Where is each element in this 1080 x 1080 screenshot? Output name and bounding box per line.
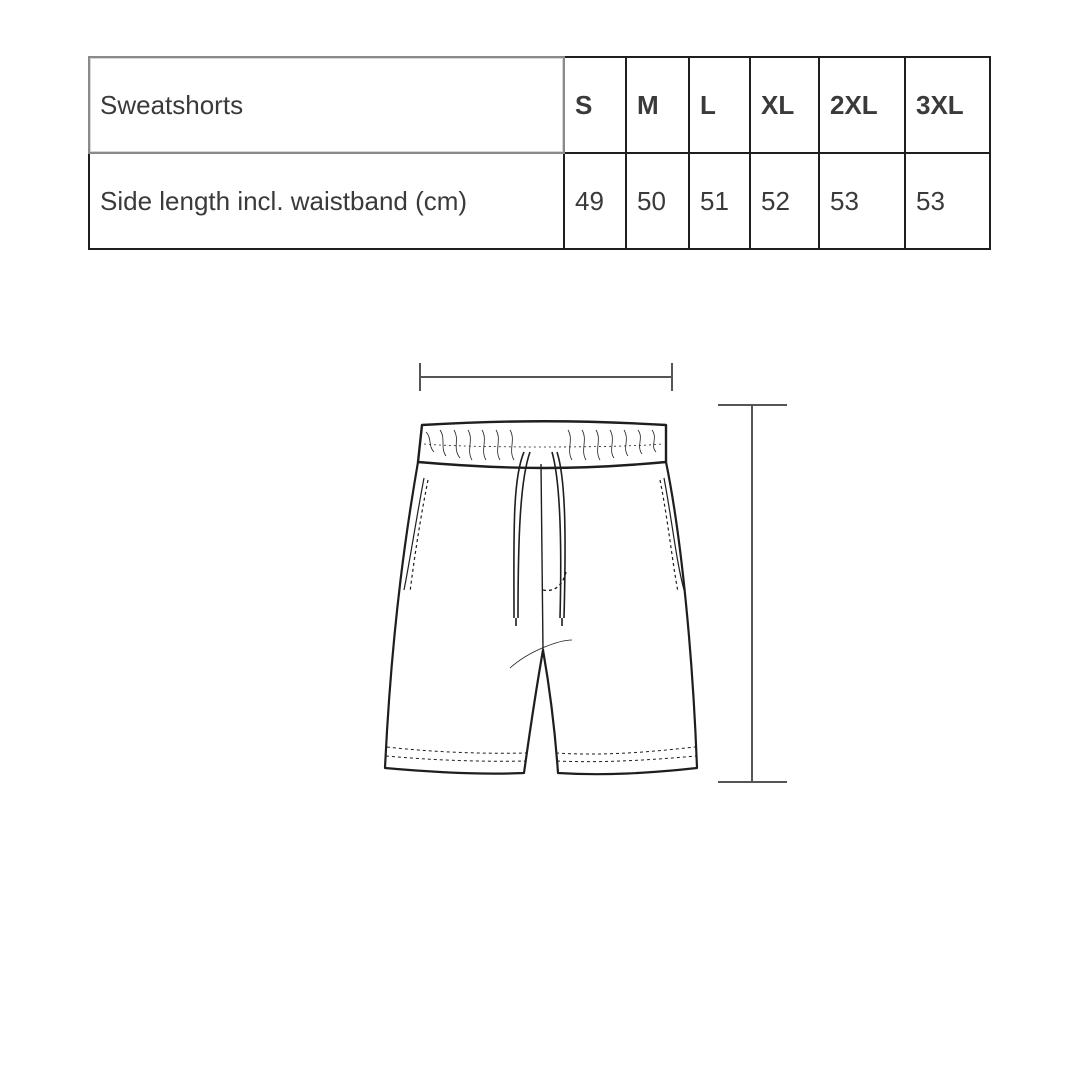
size-header-2xl: 2XL	[819, 57, 905, 153]
size-header-xl: XL	[750, 57, 819, 153]
product-name-cell: Sweatshorts	[89, 57, 564, 153]
measurement-label-cell: Side length incl. waistband (cm)	[89, 153, 564, 249]
size-header-l: L	[689, 57, 750, 153]
value-cell-l: 51	[689, 153, 750, 249]
size-header-s: S	[564, 57, 626, 153]
length-dimension-line	[718, 405, 787, 782]
value-cell-m: 50	[626, 153, 689, 249]
value-cell-xl: 52	[750, 153, 819, 249]
width-dimension-line	[420, 363, 672, 391]
value-cell-s: 49	[564, 153, 626, 249]
size-header-3xl: 3XL	[905, 57, 990, 153]
size-header-m: M	[626, 57, 689, 153]
value-cell-3xl: 53	[905, 153, 990, 249]
value-cell-2xl: 53	[819, 153, 905, 249]
